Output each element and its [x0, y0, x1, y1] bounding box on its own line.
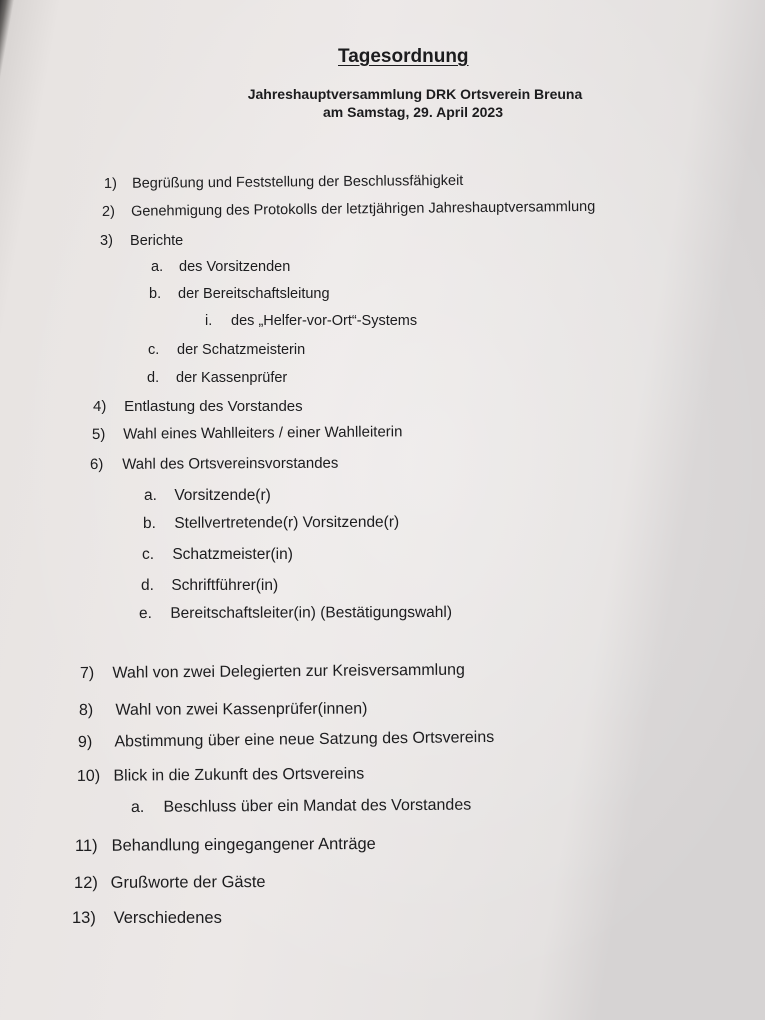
agenda-subitem-3a — [151, 259, 290, 275]
agenda-subitem-6c — [142, 546, 293, 564]
agenda-subitem-3d — [147, 370, 287, 386]
agenda-item-number: d. — [141, 577, 154, 594]
agenda-item-number: 9) — [77, 733, 93, 751]
agenda-item-label: Bereitschaftsleiter(in) (Bestätigungswahl) — [170, 603, 453, 622]
agenda-item-label: Entlastung des Vorstandes — [124, 398, 303, 415]
agenda-subitem-10a — [131, 797, 471, 817]
agenda-item-number: 11) — [74, 836, 98, 855]
agenda-item-label: der Kassenprüfer — [176, 370, 288, 386]
meeting-date: am Samstag, 29. April 2023 — [322, 104, 504, 120]
agenda-item-3 — [100, 233, 183, 249]
agenda-item-label: Wahl von zwei Kassenprüfer(innen) — [115, 700, 368, 719]
agenda-item-2 — [102, 199, 595, 220]
agenda-item-5 — [92, 423, 403, 443]
agenda-subitem-6b — [143, 514, 399, 533]
agenda-item-label: Stellvertretende(r) Vorsitzende(r) — [174, 513, 400, 532]
agenda-item-number: i. — [205, 313, 213, 329]
agenda-item-label: Beschluss über ein Mandat des Vorstandes — [163, 796, 472, 816]
agenda-item-6 — [90, 455, 338, 473]
agenda-subitem-6a — [144, 487, 271, 505]
agenda-item-label: Verschiedenes — [113, 909, 222, 927]
agenda-item-label: der Bereitschaftsleitung — [178, 286, 330, 302]
document-subtitle: Jahreshauptversammlung DRK Ortsverein Breuna — [247, 86, 583, 102]
agenda-item-label: Abstimmung über eine neue Satzung des Ortsvereins — [114, 728, 495, 751]
agenda-item-number: d. — [147, 370, 160, 386]
agenda-item-label: Behandlung eingegangener Anträge — [111, 834, 376, 855]
agenda-item-number: 13) — [72, 909, 96, 927]
agenda-item-number: c. — [148, 342, 160, 358]
agenda-item-label: Wahl eines Wahlleiters / einer Wahlleiterin — [123, 423, 403, 443]
agenda-item-number: 6) — [89, 455, 104, 473]
agenda-item-8 — [79, 700, 368, 720]
agenda-item-label: Blick in die Zukunft des Ortsvereins — [113, 765, 365, 785]
agenda-subitem-3b — [149, 286, 330, 302]
agenda-item-number: 8) — [78, 701, 94, 719]
agenda-item-label: Wahl des Ortsvereinsvorstandes — [122, 454, 339, 473]
agenda-subitem-6e — [139, 604, 452, 623]
agenda-item-number: a. — [144, 487, 157, 504]
agenda-item-number: 1) — [103, 175, 117, 192]
agenda-item-number: 7) — [79, 664, 95, 682]
agenda-subitem-6d — [141, 577, 278, 595]
agenda-item-label: Genehmigung des Protokolls der letztjährigen Jahreshauptversammlung — [130, 198, 596, 220]
agenda-item-number: 12) — [73, 873, 98, 892]
agenda-item-number: e. — [138, 604, 152, 622]
agenda-item-number: b. — [149, 286, 162, 302]
agenda-item-label: Schriftführer(in) — [171, 577, 279, 594]
agenda-item-12 — [74, 873, 266, 893]
agenda-item-number: b. — [142, 514, 156, 532]
agenda-item-label: des „Helfer-vor-Ort“-Systems — [231, 313, 418, 329]
agenda-subitem-3c — [148, 342, 305, 358]
agenda-item-label: Berichte — [130, 233, 184, 249]
agenda-item-label: Schatzmeister(in) — [172, 546, 293, 563]
agenda-item-number: 3) — [100, 233, 113, 249]
agenda-item-number: 5) — [91, 425, 106, 443]
agenda-item-label: Begrüßung und Feststellung der Beschlussfähigkeit — [131, 172, 464, 192]
agenda-subitem-3bi — [205, 313, 417, 329]
agenda-item-7 — [80, 662, 465, 683]
agenda-item-10 — [77, 765, 364, 786]
agenda-item-label: des Vorsitzenden — [179, 259, 291, 275]
agenda-item-label: Wahl von zwei Delegierten zur Kreisversammlung — [112, 661, 465, 682]
agenda-item-number: 10) — [76, 767, 101, 785]
agenda-item-number: c. — [142, 546, 155, 563]
agenda-item-4 — [93, 398, 303, 415]
agenda-item-number: a. — [151, 259, 164, 275]
agenda-item-11 — [75, 835, 376, 856]
agenda-item-label: Vorsitzende(r) — [174, 487, 271, 504]
agenda-item-label: der Schatzmeisterin — [177, 342, 306, 358]
agenda-item-1 — [104, 173, 463, 192]
agenda-item-number: 2) — [101, 203, 115, 220]
agenda-item-9 — [78, 729, 494, 752]
document-title: Tagesordnung — [338, 46, 469, 67]
agenda-item-13 — [72, 909, 222, 928]
agenda-item-number: a. — [130, 798, 145, 816]
agenda-item-label: Grußworte der Gäste — [110, 872, 266, 892]
agenda-item-number: 4) — [93, 398, 107, 415]
